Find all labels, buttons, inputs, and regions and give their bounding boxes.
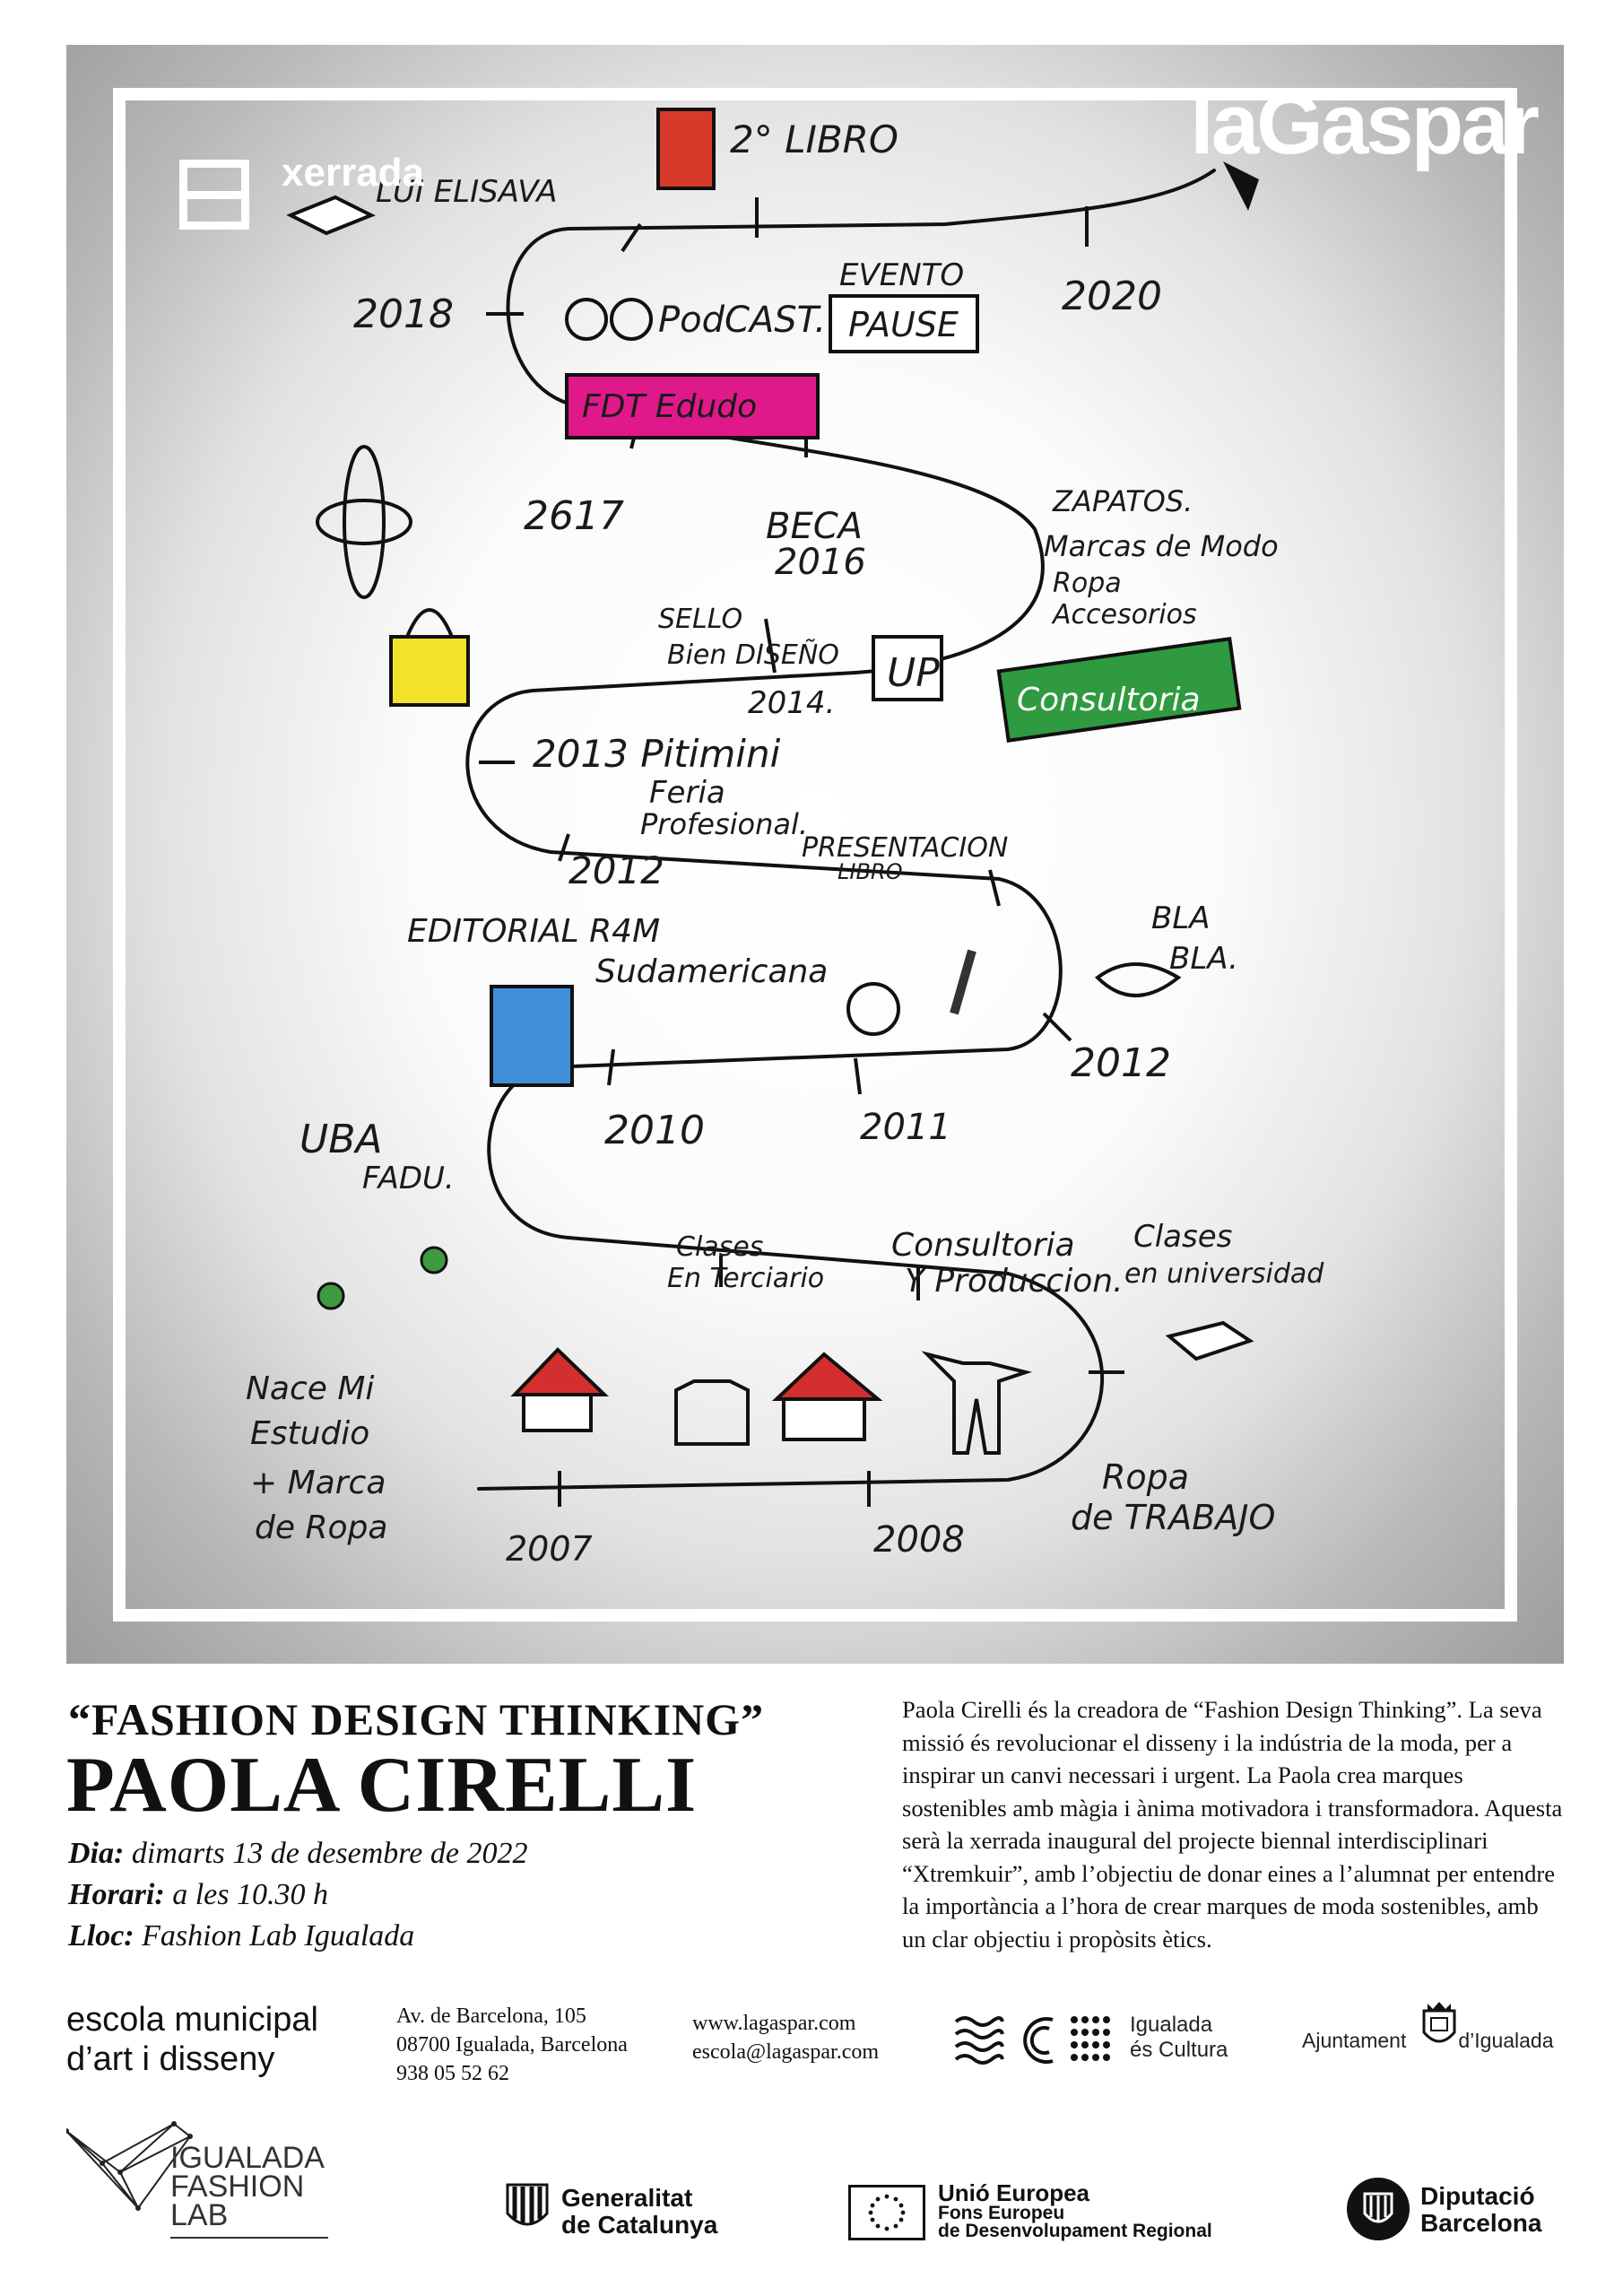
sketch-clases-terciario-2: En Terciario <box>667 1263 825 1294</box>
sketch-2014: 2014. <box>748 685 836 721</box>
sketch-nace-2: Estudio <box>250 1415 370 1452</box>
eu-flag-icon <box>848 2185 925 2240</box>
sketch-editorial: EDITORIAL R4M <box>407 913 661 950</box>
sketch-pause: PAUSE <box>848 305 959 344</box>
address-line-1: Av. de Barcelona, 105 <box>396 2005 586 2028</box>
school-address <box>396 2002 628 2088</box>
event-description: Paola Cirelli és la creadora de “Fashion Design Thinking”. La seva missió és revolucionar el disseny i la indústria de la moda, per a inspirar un canvi necessari i urgent. La Paola crea marques sostenibles amb màgia i ànima motivadora i transformadora. Aquesta serà la xerrada inaugural del projecte biennal interdisciplinari “Xtremkuir”, amb l’objectiu de donar eines a l’alumnat per entendre la importància a l’hora de crear marques de moda sostenibles, amb un clar objectiu i propòsits ètics. <box>902 1696 1563 1952</box>
sketch-beca: BECA <box>766 506 864 547</box>
format-label: xerrada <box>282 151 425 195</box>
sketch-nace-4: de Ropa <box>255 1509 388 1546</box>
generalitat-icon <box>506 2181 549 2233</box>
xerrada-window-icon <box>179 160 249 230</box>
sketch-nace-3: + Marca <box>250 1465 386 1501</box>
igualada-cultura-text <box>1130 2013 1228 2063</box>
sketch-2020: 2020 <box>1062 274 1162 319</box>
sketch-2013: 2013 Pitimini <box>533 732 781 776</box>
sketch-feria: Feria <box>649 775 725 811</box>
address-line-2: 08700 Igualada, Barcelona <box>396 2033 628 2057</box>
sketch-zapatos: ZAPATOS. <box>1053 484 1193 518</box>
sketch-bla1: BLA <box>1151 900 1211 936</box>
eu-stars-icon <box>851 2187 923 2238</box>
fashion-lab-line-2: FASHION <box>170 2170 305 2204</box>
event-day <box>68 1837 527 1871</box>
sketch-ropa: Ropa <box>1053 568 1122 599</box>
sketch-sello: SELLO <box>658 604 743 635</box>
sketch-podcast: PodCAST. <box>658 300 827 341</box>
sketch-2008: 2008 <box>873 1519 965 1561</box>
generalitat-text <box>561 2185 717 2239</box>
sketch-2010: 2010 <box>604 1108 705 1153</box>
school-name-line-2: d’art i disseny <box>66 2040 275 2078</box>
sketch-segundo-libro: 2° LIBRO <box>730 117 898 161</box>
hero-white-frame <box>113 88 1517 1622</box>
crest-icon <box>1417 1998 1462 2052</box>
sketch-evento: EVENTO <box>839 257 965 293</box>
sketch-ropa-trabajo-2: de TRABAJO <box>1071 1498 1276 1537</box>
place-value: Fashion Lab Igualada <box>142 1919 415 1952</box>
hero-image <box>66 45 1564 1664</box>
sketch-fadu: FADU. <box>362 1161 455 1196</box>
cultura-line-1: Igualada <box>1130 2013 1213 2037</box>
day-value: dimarts 13 de desembre de 2022 <box>131 1837 528 1870</box>
diba-line-1: Diputació <box>1420 2182 1535 2210</box>
fashion-lab-text <box>170 2141 325 2232</box>
sketch-2012b: 2012 <box>1071 1040 1171 1086</box>
eu-text <box>938 2181 1212 2240</box>
sketch-marcas: Marcas de Modo <box>1044 529 1279 563</box>
ajuntament-text-a: Ajuntament <box>1302 2029 1407 2052</box>
sketch-presentacion: PRESENTACION <box>802 832 1009 864</box>
sketch-fdt: FDT Edudo <box>582 388 758 425</box>
sketch-consultoria-prod-1: Consultoria <box>891 1227 1075 1264</box>
cultura-line-2: és Cultura <box>1130 2038 1228 2062</box>
sketch-clases-univ-2: en universidad <box>1124 1258 1324 1290</box>
sketch-2016: 2016 <box>775 542 866 583</box>
sketch-profesional: Profesional. <box>640 807 809 841</box>
website-link[interactable]: www.lagaspar.com <box>692 2012 856 2035</box>
school-name <box>66 2000 318 2079</box>
eu-line-2: Fons Europeu <box>938 2203 1065 2223</box>
sketch-2012a: 2012 <box>568 848 664 892</box>
eu-line-3: de Desenvolupament Regional <box>938 2221 1212 2241</box>
sketch-bien-disenado: Bien DISEÑO <box>667 639 839 671</box>
sketch-ropa-trabajo-1: Ropa <box>1102 1457 1190 1497</box>
ajuntament-text-b: d’Igualada <box>1458 2029 1554 2052</box>
sketch-lui-elisava: LUI ELISAVA <box>376 174 558 210</box>
event-time <box>68 1878 328 1912</box>
speaker-name: PAOLA CIRELLI <box>66 1742 698 1829</box>
sketch-up: UP <box>887 650 940 696</box>
eu-line-1: Unió Europea <box>938 2179 1090 2206</box>
sketch-accesorios: Accesorios <box>1053 599 1197 631</box>
lagaspar-logo: laGaspar <box>1190 76 1537 172</box>
sketch-clases-terciario-1: Clases <box>676 1231 764 1263</box>
sketch-2011: 2011 <box>860 1107 951 1148</box>
diputacio-text <box>1420 2183 1541 2237</box>
event-place <box>68 1919 414 1953</box>
diba-line-2: Barcelona <box>1420 2209 1542 2237</box>
sketch-consultoria-prod-2: Y Produccion. <box>905 1263 1124 1300</box>
sketch-2017: 2617 <box>524 493 624 539</box>
sketch-clases-univ-1: Clases <box>1133 1219 1233 1255</box>
phone-number: 938 05 52 62 <box>396 2062 509 2085</box>
time-value: a les 10.30 h <box>172 1878 328 1911</box>
sketch-uba: UBA <box>299 1117 383 1162</box>
sketch-2018: 2018 <box>353 291 454 337</box>
sketch-sudamericana: Sudamericana <box>595 953 829 990</box>
sketch-nace-1: Nace Mi <box>246 1370 375 1407</box>
contact-info <box>692 2009 879 2066</box>
email-link[interactable]: escola@lagaspar.com <box>692 2040 880 2064</box>
day-label: Dia: <box>68 1837 125 1870</box>
sketch-libro: LIBRO <box>838 859 903 884</box>
event-subtitle: “FASHION DESIGN THINKING” <box>68 1694 765 1744</box>
time-label: Horari: <box>68 1878 165 1911</box>
fashion-lab-underline <box>170 2237 328 2239</box>
sketch-2007: 2007 <box>506 1529 593 1569</box>
gencat-line-1: Generalitat <box>561 2184 693 2212</box>
diputacio-crest-icon <box>1347 2178 1410 2240</box>
diputacio-icon <box>1347 2178 1410 2240</box>
fashion-lab-line-1: IGUALADA <box>170 2141 325 2175</box>
sketch-bla2: BLA. <box>1169 941 1238 977</box>
school-name-line-1: escola municipal <box>66 2001 318 2039</box>
sketch-consultoria-box: Consultoria <box>1017 682 1201 718</box>
gencat-line-2: de Catalunya <box>561 2211 718 2239</box>
place-label: Lloc: <box>68 1919 135 1952</box>
fashion-lab-line-3: LAB <box>170 2198 229 2232</box>
